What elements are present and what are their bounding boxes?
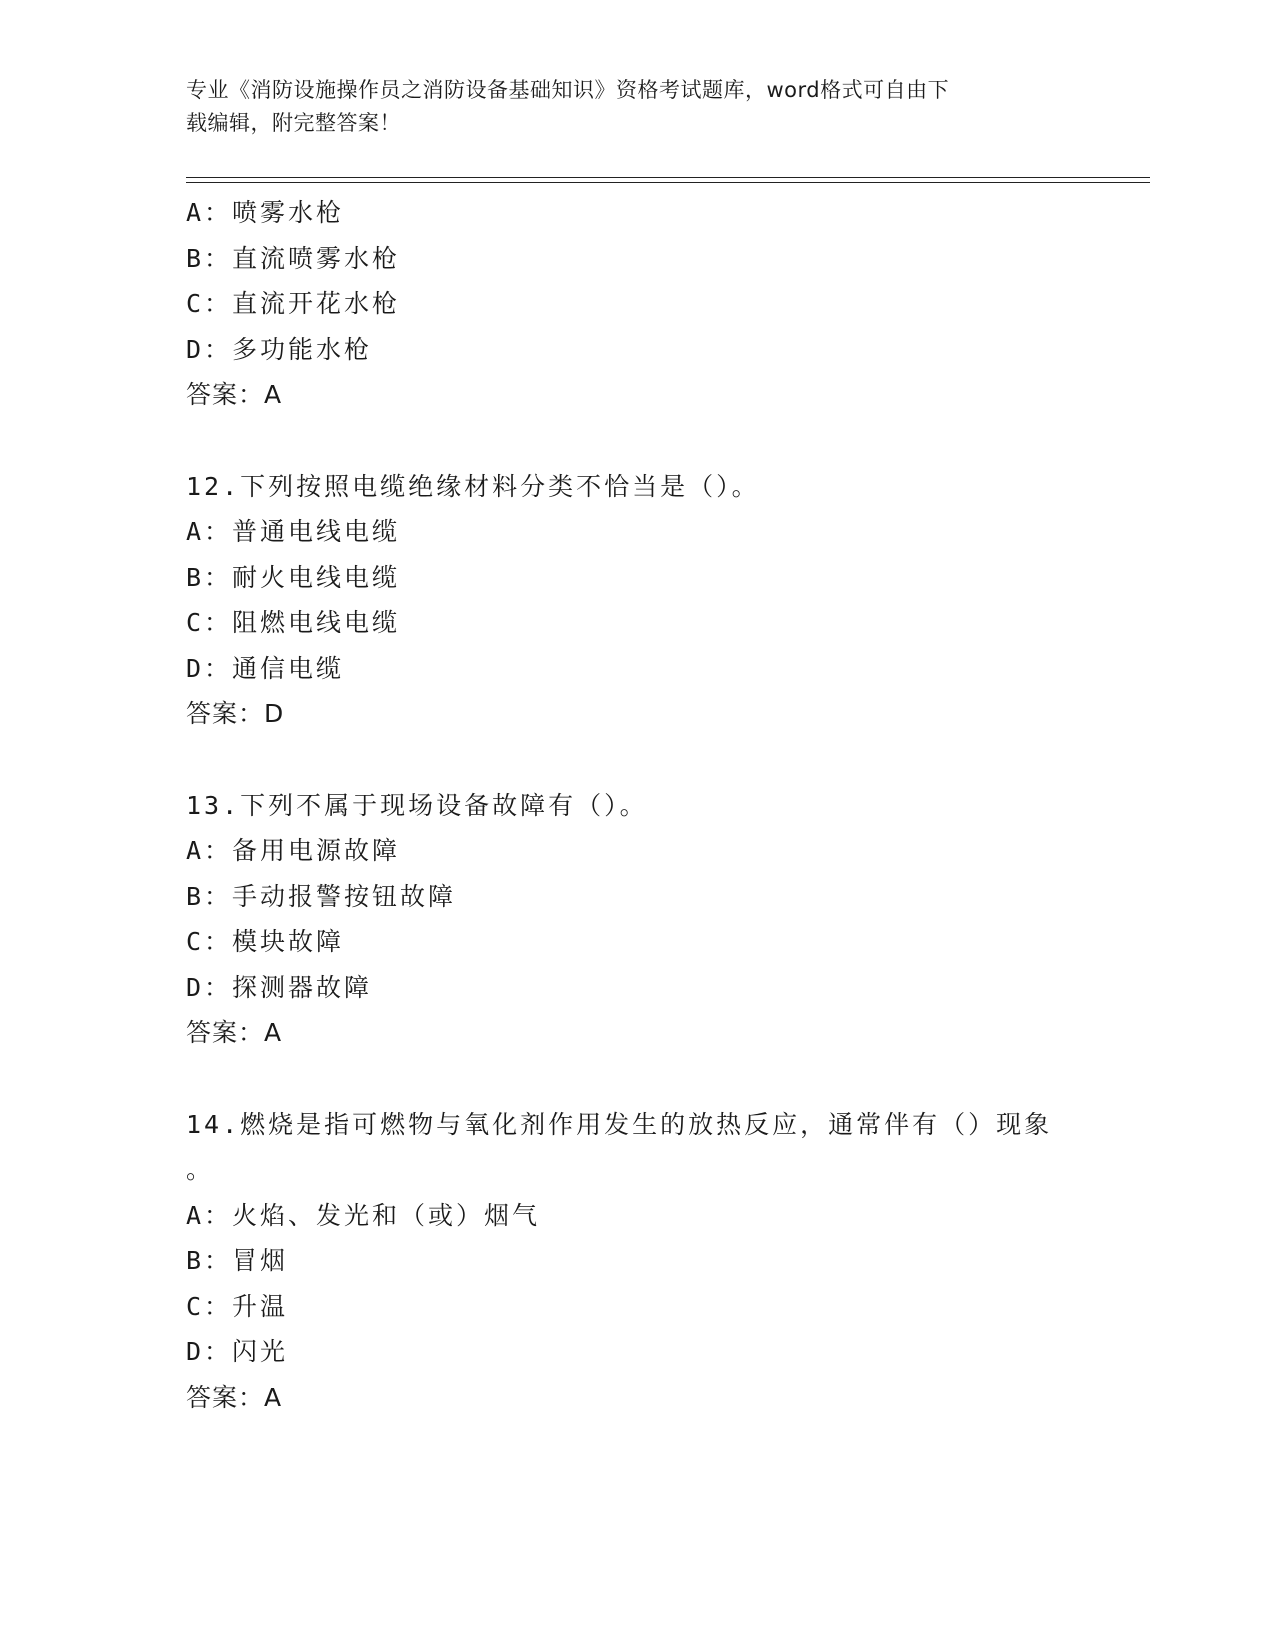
header-divider-top	[186, 177, 1150, 178]
option-a: A：备用电源故障	[186, 836, 401, 865]
answer: 答案：A	[186, 1382, 283, 1412]
header-line-2: 载编辑，附完整答案！	[186, 111, 401, 135]
header-divider-bottom	[186, 182, 1150, 183]
question-block-14	[186, 1102, 1086, 1421]
question-block-12	[186, 464, 1086, 737]
option-d: D：通信电缆	[186, 653, 345, 683]
question-text: 14.燃烧是指可燃物与氧化剂作用发生的放热反应，通常伴有（）现象	[186, 1109, 1053, 1139]
document-header	[186, 74, 1076, 140]
option-d: D：多功能水枪	[186, 334, 373, 364]
option-b: B：耐火电线电缆	[186, 562, 401, 592]
option-d: D：探测器故障	[186, 972, 373, 1002]
option-b: B：手动报警按钮故障	[186, 881, 457, 911]
spacer	[186, 418, 1086, 464]
option-a: A：火焰、发光和（或）烟气	[186, 1200, 541, 1230]
question-text: 13.下列不属于现场设备故障有（）。	[186, 790, 648, 820]
answer: 答案：D	[186, 699, 285, 728]
option-a: A：普通电线电缆	[186, 517, 401, 546]
answer: 答案：A	[186, 380, 283, 409]
option-b: B：冒烟	[186, 1246, 289, 1275]
option-c: C：升温	[186, 1291, 289, 1321]
option-c: C：直流开花水枪	[186, 289, 401, 318]
question-text: 12.下列按照电缆绝缘材料分类不恰当是（）。	[186, 471, 760, 501]
answer: 答案：A	[186, 1018, 283, 1047]
question-block-13	[186, 783, 1086, 1056]
option-d: D：闪光	[186, 1337, 289, 1366]
question-text-continuation: 。	[186, 1155, 215, 1184]
question-block-11	[186, 190, 1086, 418]
header-line-1: 专业《消防设施操作员之消防设备基础知识》资格考试题库，word格式可自由下	[186, 78, 950, 102]
spacer	[186, 1056, 1086, 1102]
option-c: C：模块故障	[186, 927, 345, 956]
option-c: C：阻燃电线电缆	[186, 608, 401, 637]
option-b: B：直流喷雾水枪	[186, 243, 401, 273]
option-a: A：喷雾水枪	[186, 198, 345, 227]
spacer	[186, 737, 1086, 783]
question-list	[186, 190, 1086, 1420]
